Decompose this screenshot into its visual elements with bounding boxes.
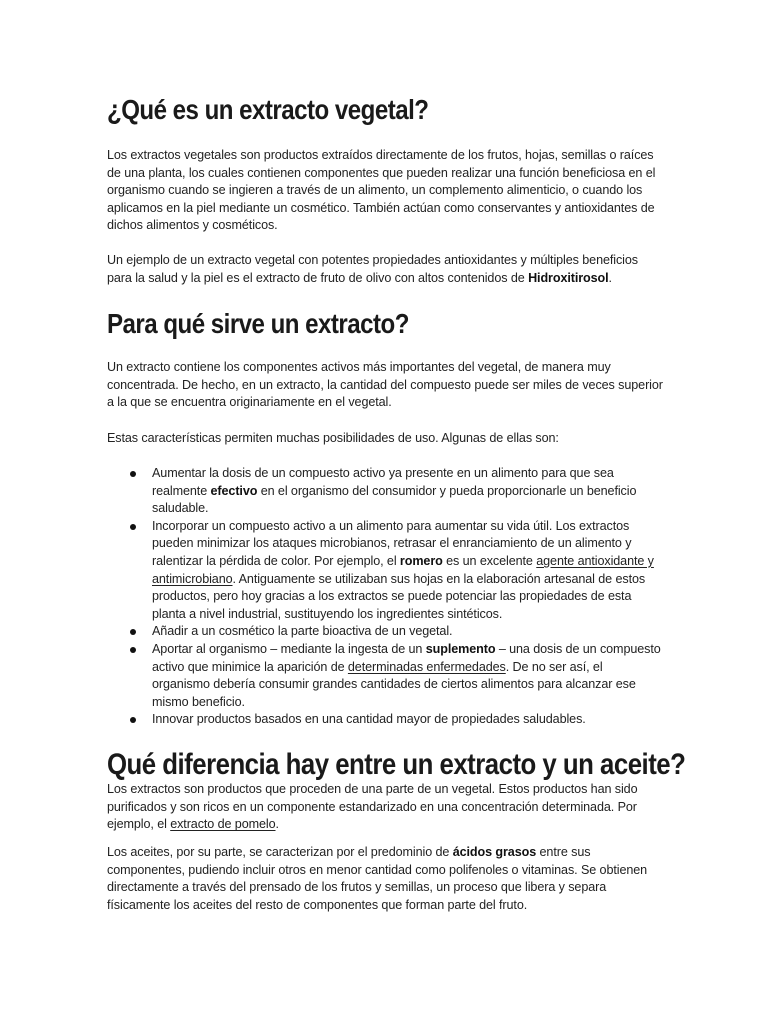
paragraph-componentes: Un extracto contiene los componentes activos más importantes del vegetal, de manera muy concentrada. De hecho, en un extracto, la cantidad del compuesto puede ser miles de veces superior a la que se encuentra originariamente en el vegetal. — [107, 360, 663, 410]
paragraph-aceites: Los aceites, por su parte, se caracterizan por el predominio de ácidos grasos entre sus componentes, pudiendo incluir otros en menor cantidad como polifenoles o vitaminas. Se obtienen directamente a través del prensado de los frutos y semillas, un proceso que libera y separa físicamente los aceites del resto de componentes que forman parte del fruto. — [107, 845, 648, 912]
heading-que-es-extracto: ¿Qué es un extracto vegetal? — [107, 94, 429, 125]
uses-list — [107, 465, 663, 729]
link-extracto-pomelo[interactable]: extracto de pomelo — [170, 817, 276, 832]
list-item: Aumentar la dosis de un compuesto activo ya presente en un alimento para que sea realmente efectivo en el organismo del consumidor y pueda proporcionarle un beneficio saludable. — [107, 465, 663, 518]
paragraph-definicion: Los extractos vegetales son productos extraídos directamente de los frutos, hojas, semillas o raíces de una planta, los cuales contienen componentes que pueden realizar una función beneficiosa en el organismo cuando se ingieren a través de un alimento, un complemento alimenticio, o cuando los aplicamos en la piel mediante un cosmético. También actúan como conservantes y antioxidantes de dichos alimentos y cosméticos. — [107, 148, 656, 233]
heading-diferencia-extracto-aceite: Qué diferencia hay entre un extracto y un aceite? — [107, 748, 686, 781]
list-item: Añadir a un cosmético la parte bioactiva de un vegetal. — [107, 623, 663, 641]
paragraph-ejemplo: Un ejemplo de un extracto vegetal con potentes propiedades antioxidantes y múltiples beneficios para la salud y la piel es el extracto de fruto de olivo con altos contenidos de Hidroxitirosol. — [107, 253, 638, 285]
list-item: Aportar al organismo – mediante la ingesta de un suplemento – una dosis de un compuesto activo que minimice la aparición de determinadas enfermedades. De no ser así, el organismo debería consumir grandes cantidades de ciertos alimentos para alcanzar ese mismo beneficio. — [107, 641, 663, 711]
list-item: Incorporar un compuesto activo a un alimento para aumentar su vida útil. Los extractos pueden minimizar los ataques microbianos, retrasar el enranciamiento de un alimento y ralentizar la pérdida de color. Por ejemplo, el romero es un excelente agente antioxidante y antimicrobiano. Antiguamente se utilizaban sus hojas en la elaboración artesanal de estos productos, pero hoy gracias a los extractos se puede potenciar las propiedades de esta planta a nivel industrial, sustituyendo los ingredientes sintéticos. — [107, 518, 663, 624]
link-agente-antioxidante[interactable]: agente antioxidante y antimicrobiano — [152, 553, 654, 586]
heading-para-que-sirve: Para qué sirve un extracto? — [107, 308, 409, 339]
paragraph-extractos: Los extractos son productos que proceden de una parte de un vegetal. Estos productos han sido purificados y son ricos en un componente estandarizado en una concentración determinada. Por ejemplo, el extracto de pomelo. — [107, 782, 638, 832]
hidroxitirosol-bold: Hidroxitirosol — [528, 270, 609, 285]
list-item: Innovar productos basados en una cantidad mayor de propiedades saludables. — [107, 711, 663, 729]
link-determinadas-enfermedades[interactable]: determinadas enfermedades — [347, 659, 506, 674]
paragraph-posibilidades: Estas características permiten muchas posibilidades de uso. Algunas de ellas son: — [107, 431, 559, 445]
